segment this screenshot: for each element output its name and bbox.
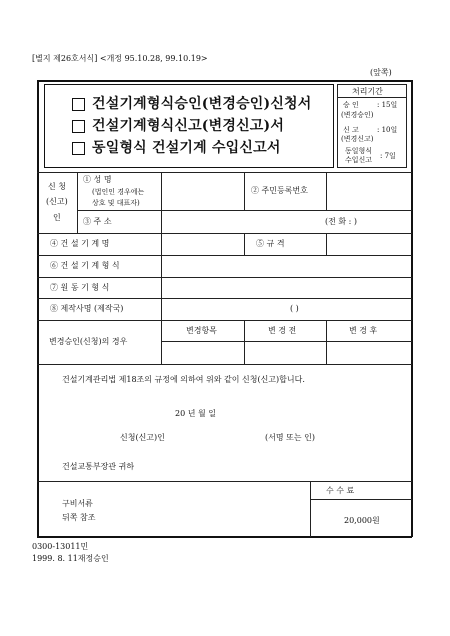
machine-name-input[interactable] (163, 235, 242, 253)
applicant-side-3: 인 (53, 213, 61, 222)
statement-text: 건설기계관리법 제18조의 규정에 의하여 위와 같이 신청(신고)합니다. (62, 375, 305, 384)
name-note-2: 상호 및 대표자) (92, 199, 140, 207)
report-days: : 10일 (377, 126, 398, 134)
resident-number-label: ② 주민등록번호 (251, 186, 308, 195)
fee-value: 20,000원 (344, 516, 380, 525)
manufacturer-input[interactable] (163, 300, 288, 318)
change-before-input[interactable] (246, 343, 324, 362)
change-col-before: 변 경 전 (268, 326, 297, 335)
import-label-2: 수입신고 (345, 156, 373, 164)
approval-label: 승 인 (343, 101, 359, 109)
manufacturer-country-paren: ( ) (290, 304, 299, 313)
approval-sub: (변경승인) (341, 111, 374, 119)
form-bottom-border (37, 536, 412, 538)
import-days: : 7일 (380, 152, 396, 160)
form-code: 0300-13011민 (32, 542, 89, 551)
change-col-item: 변경항목 (186, 326, 217, 335)
spec-label: ⑤ 규 격 (256, 239, 285, 248)
address-label: ③ 주 소 (83, 217, 112, 226)
statement-date: 20 년 월 일 (175, 409, 216, 418)
title-report: 건설기계형식신고(변경신고)서 (92, 118, 285, 134)
recipient: 건설교통부장관 귀하 (62, 462, 135, 471)
name-note-1: (법인인 경우에는 (92, 188, 145, 196)
form-top-border (37, 80, 412, 82)
form-left-border (37, 80, 39, 537)
manufacturer-label: ⑧ 제작사명 (제작국) (50, 304, 124, 313)
form-right-border (411, 80, 413, 537)
name-label: ① 성 명 (83, 175, 112, 184)
applicant-side-1: 신 청 (48, 182, 66, 191)
sign-note: (서명 또는 인) (265, 433, 315, 442)
resident-number-input[interactable] (328, 174, 410, 208)
approval-days: : 15일 (377, 101, 398, 109)
required-docs-label: 구비서류 (62, 499, 93, 508)
signer-input[interactable] (178, 430, 260, 444)
change-after-input[interactable] (328, 343, 410, 362)
signer-label: 신청(신고)인 (120, 433, 165, 442)
processing-period-heading: 처리기간 (352, 87, 383, 96)
phone-label: (전 화 : ) (325, 217, 358, 226)
fee-label: 수 수 료 (326, 486, 355, 495)
machine-name-label: ④ 건 설 기 계 명 (50, 239, 110, 248)
form-number: [별지 제26호서식] <개정 95.10.28, 99.10.19> (32, 54, 208, 63)
title-checkbox-approval[interactable] (72, 98, 85, 111)
machine-type-input[interactable] (163, 257, 410, 275)
engine-type-label: ⑦ 원 동 기 형 식 (50, 283, 110, 292)
change-item-input[interactable] (163, 343, 242, 362)
address-input[interactable] (163, 212, 323, 231)
change-col-after: 변 경 후 (349, 326, 378, 335)
name-input[interactable] (163, 174, 242, 208)
required-docs-ref: 뒤쪽 참조 (62, 513, 96, 522)
applicant-side-2: (신고) (46, 197, 68, 206)
title-checkbox-report[interactable] (72, 120, 85, 133)
change-row-label: 변경승인(신청)의 경우 (49, 337, 128, 346)
title-checkbox-import[interactable] (72, 142, 85, 155)
form-approval-date: 1999. 8. 11재정승인 (32, 554, 109, 563)
machine-type-label: ⑥ 건 설 기 계 형 식 (50, 261, 120, 270)
title-approval: 건설기계형식승인(변경승인)신청서 (92, 96, 312, 112)
page-side-label: (앞쪽) (370, 68, 392, 77)
report-sub: (변경신고) (341, 135, 374, 143)
import-label-1: 동일형식 (345, 147, 373, 155)
report-label: 신 고 (343, 126, 359, 134)
engine-type-input[interactable] (163, 279, 410, 296)
title-import: 동일형식 건설기계 수입신고서 (92, 140, 281, 156)
spec-input[interactable] (328, 235, 410, 253)
